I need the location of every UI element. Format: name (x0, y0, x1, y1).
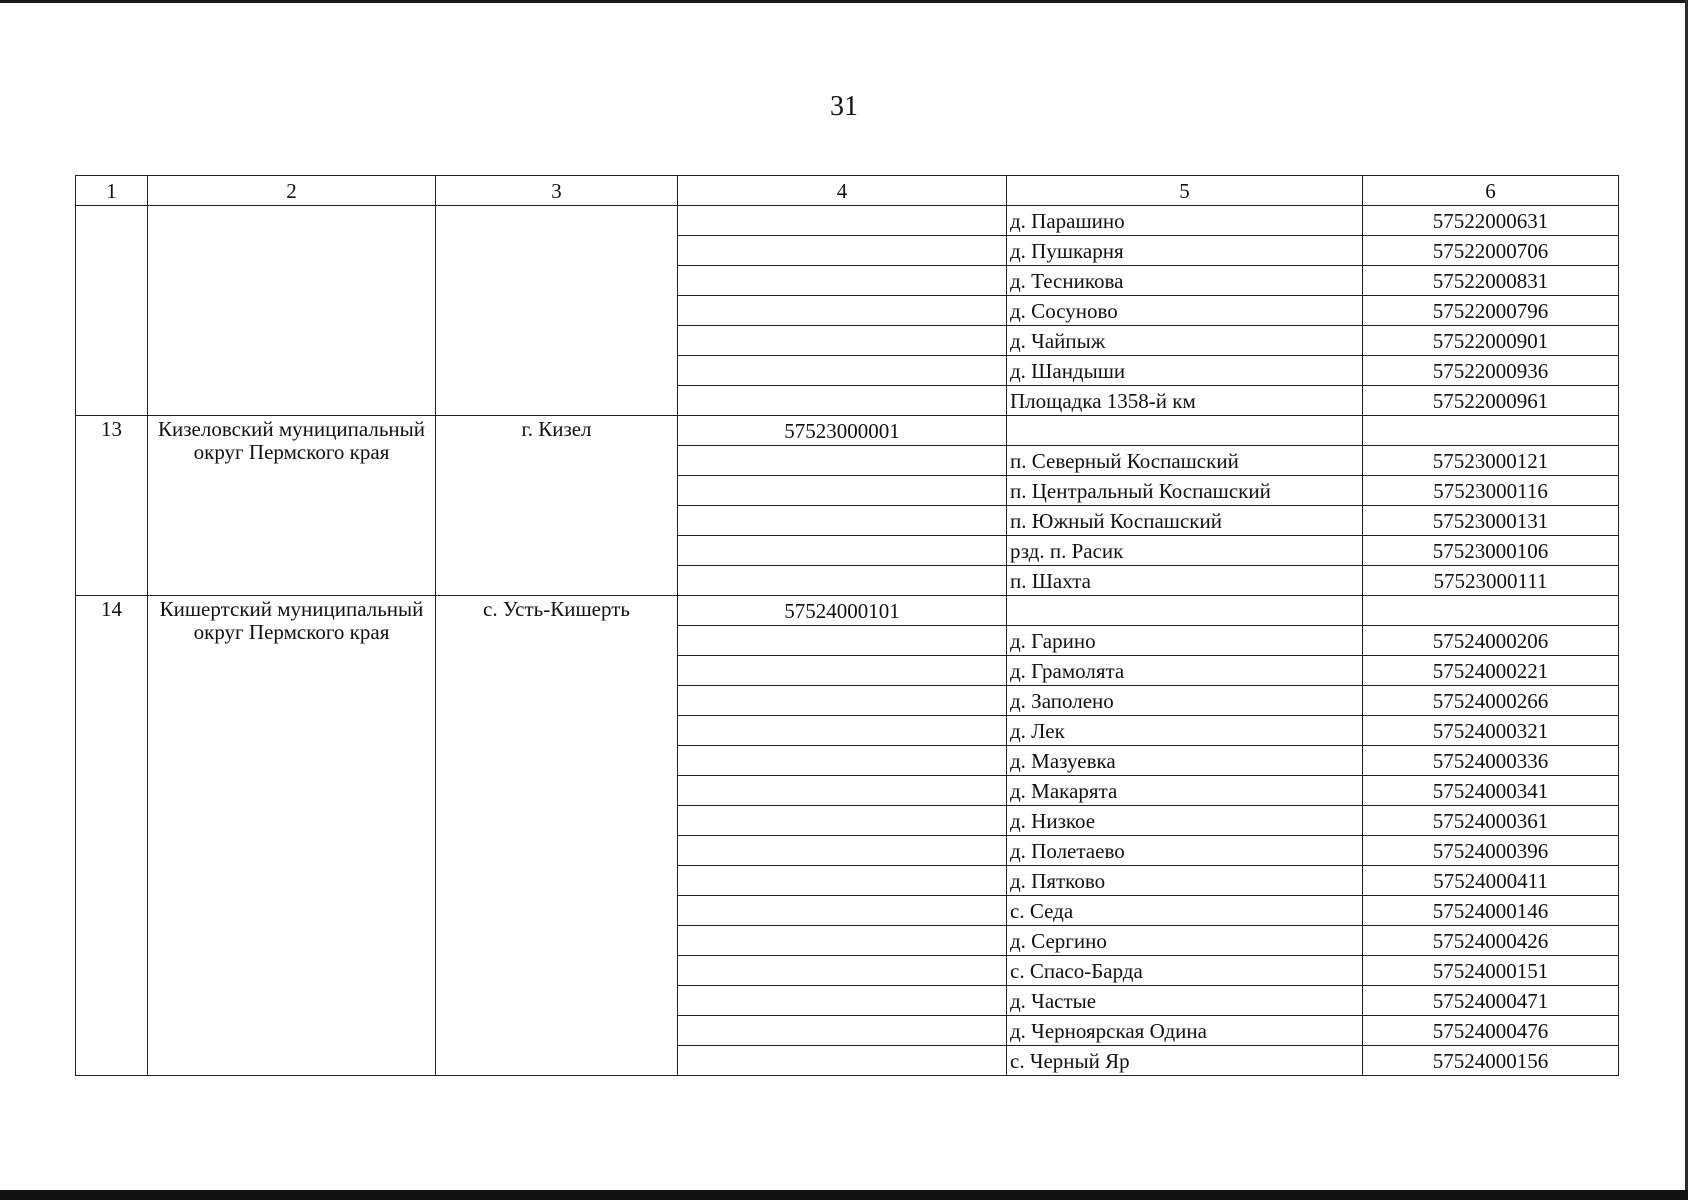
settlement-name: д. Шандыши (1007, 356, 1363, 386)
settlement-name: д. Заполено (1007, 686, 1363, 716)
municipality-code (678, 926, 1007, 956)
settlement-name: д. Полетаево (1007, 836, 1363, 866)
column-header: 5 (1007, 176, 1363, 206)
municipality-name: Кишертский муниципальный округ Пермского края (148, 596, 436, 1076)
settlement-code: 57524000206 (1363, 626, 1619, 656)
municipality-code (678, 776, 1007, 806)
settlement-code: 57523000121 (1363, 446, 1619, 476)
settlement-name: д. Низкое (1007, 806, 1363, 836)
settlement-code: 57524000341 (1363, 776, 1619, 806)
row-number (76, 206, 148, 416)
settlement-name: д. Тесникова (1007, 266, 1363, 296)
settlement-code: 57523000116 (1363, 476, 1619, 506)
municipality-code (678, 236, 1007, 266)
municipality-code (678, 506, 1007, 536)
settlement-name: п. Центральный Коспашский (1007, 476, 1363, 506)
settlement-code: 57522000831 (1363, 266, 1619, 296)
municipality-code (678, 206, 1007, 236)
settlement-code: 57523000111 (1363, 566, 1619, 596)
municipality-code: 57523000001 (678, 416, 1007, 446)
settlement-code: 57522000706 (1363, 236, 1619, 266)
municipality-code (678, 476, 1007, 506)
scan-edge-top (0, 0, 1688, 3)
column-header: 3 (436, 176, 678, 206)
municipality-code (678, 836, 1007, 866)
settlement-name: д. Пушкарня (1007, 236, 1363, 266)
settlements-table (75, 175, 1619, 1076)
municipality-code (678, 536, 1007, 566)
scan-edge-bottom (0, 1190, 1688, 1200)
municipality-code (678, 956, 1007, 986)
row-number: 14 (76, 596, 148, 1076)
municipality-code (678, 326, 1007, 356)
settlement-name: д. Парашино (1007, 206, 1363, 236)
page-number: 31 (830, 91, 858, 122)
admin-center: с. Усть-Кишерть (436, 596, 678, 1076)
municipality-code (678, 1046, 1007, 1076)
municipality-name (148, 206, 436, 416)
settlement-code: 57524000146 (1363, 896, 1619, 926)
table-header-row (76, 176, 1619, 206)
settlement-name: д. Сосуново (1007, 296, 1363, 326)
settlement-name: д. Чайпыж (1007, 326, 1363, 356)
municipality-code (678, 356, 1007, 386)
settlement-name: д. Грамолята (1007, 656, 1363, 686)
settlement-name: рзд. п. Расик (1007, 536, 1363, 566)
settlement-code: 57524000151 (1363, 956, 1619, 986)
column-header: 2 (148, 176, 436, 206)
settlement-code: 57524000336 (1363, 746, 1619, 776)
settlement-code (1363, 416, 1619, 446)
settlement-code: 57524000476 (1363, 1016, 1619, 1046)
settlement-code: 57524000426 (1363, 926, 1619, 956)
settlement-name: д. Гарино (1007, 626, 1363, 656)
settlement-name: д. Макарята (1007, 776, 1363, 806)
settlement-name (1007, 596, 1363, 626)
settlement-name: д. Сергино (1007, 926, 1363, 956)
settlement-code: 57524000361 (1363, 806, 1619, 836)
table-row (76, 596, 1619, 626)
settlement-code: 57523000131 (1363, 506, 1619, 536)
settlement-code: 57524000411 (1363, 866, 1619, 896)
admin-center (436, 206, 678, 416)
municipality-code (678, 386, 1007, 416)
municipality-code (678, 1016, 1007, 1046)
municipality-code (678, 746, 1007, 776)
table-row (76, 206, 1619, 236)
settlement-name (1007, 416, 1363, 446)
settlement-code: 57522000796 (1363, 296, 1619, 326)
municipality-code (678, 446, 1007, 476)
municipality-code (678, 296, 1007, 326)
settlement-code (1363, 596, 1619, 626)
settlement-name: д. Лек (1007, 716, 1363, 746)
municipality-code: 57524000101 (678, 596, 1007, 626)
settlement-code: 57524000156 (1363, 1046, 1619, 1076)
column-header: 6 (1363, 176, 1619, 206)
settlement-code: 57523000106 (1363, 536, 1619, 566)
municipality-code (678, 716, 1007, 746)
settlement-code: 57524000266 (1363, 686, 1619, 716)
column-header: 1 (76, 176, 148, 206)
settlement-name: д. Мазуевка (1007, 746, 1363, 776)
settlement-code: 57522000631 (1363, 206, 1619, 236)
settlement-name: с. Черный Яр (1007, 1046, 1363, 1076)
settlements-table-body (76, 176, 1619, 1076)
settlement-name: д. Пятково (1007, 866, 1363, 896)
municipality-code (678, 986, 1007, 1016)
row-number: 13 (76, 416, 148, 596)
municipality-code (678, 896, 1007, 926)
settlement-name: п. Северный Коспашский (1007, 446, 1363, 476)
municipality-code (678, 656, 1007, 686)
municipality-code (678, 866, 1007, 896)
municipality-code (678, 806, 1007, 836)
settlement-code: 57522000936 (1363, 356, 1619, 386)
settlement-name: п. Южный Коспашский (1007, 506, 1363, 536)
settlement-code: 57524000321 (1363, 716, 1619, 746)
column-header: 4 (678, 176, 1007, 206)
settlement-name: с. Спасо-Барда (1007, 956, 1363, 986)
settlement-name: с. Седа (1007, 896, 1363, 926)
settlement-name: п. Шахта (1007, 566, 1363, 596)
table-row (76, 416, 1619, 446)
municipality-code (678, 626, 1007, 656)
municipality-code (678, 686, 1007, 716)
settlement-code: 57522000901 (1363, 326, 1619, 356)
settlement-code: 57524000396 (1363, 836, 1619, 866)
municipality-code (678, 266, 1007, 296)
settlement-code: 57524000221 (1363, 656, 1619, 686)
settlement-code: 57522000961 (1363, 386, 1619, 416)
admin-center: г. Кизел (436, 416, 678, 596)
municipality-name: Кизеловский муниципальный округ Пермского края (148, 416, 436, 596)
settlement-name: д. Частые (1007, 986, 1363, 1016)
settlement-code: 57524000471 (1363, 986, 1619, 1016)
municipality-code (678, 566, 1007, 596)
settlement-name: Площадка 1358-й км (1007, 386, 1363, 416)
settlement-name: д. Черноярская Одина (1007, 1016, 1363, 1046)
